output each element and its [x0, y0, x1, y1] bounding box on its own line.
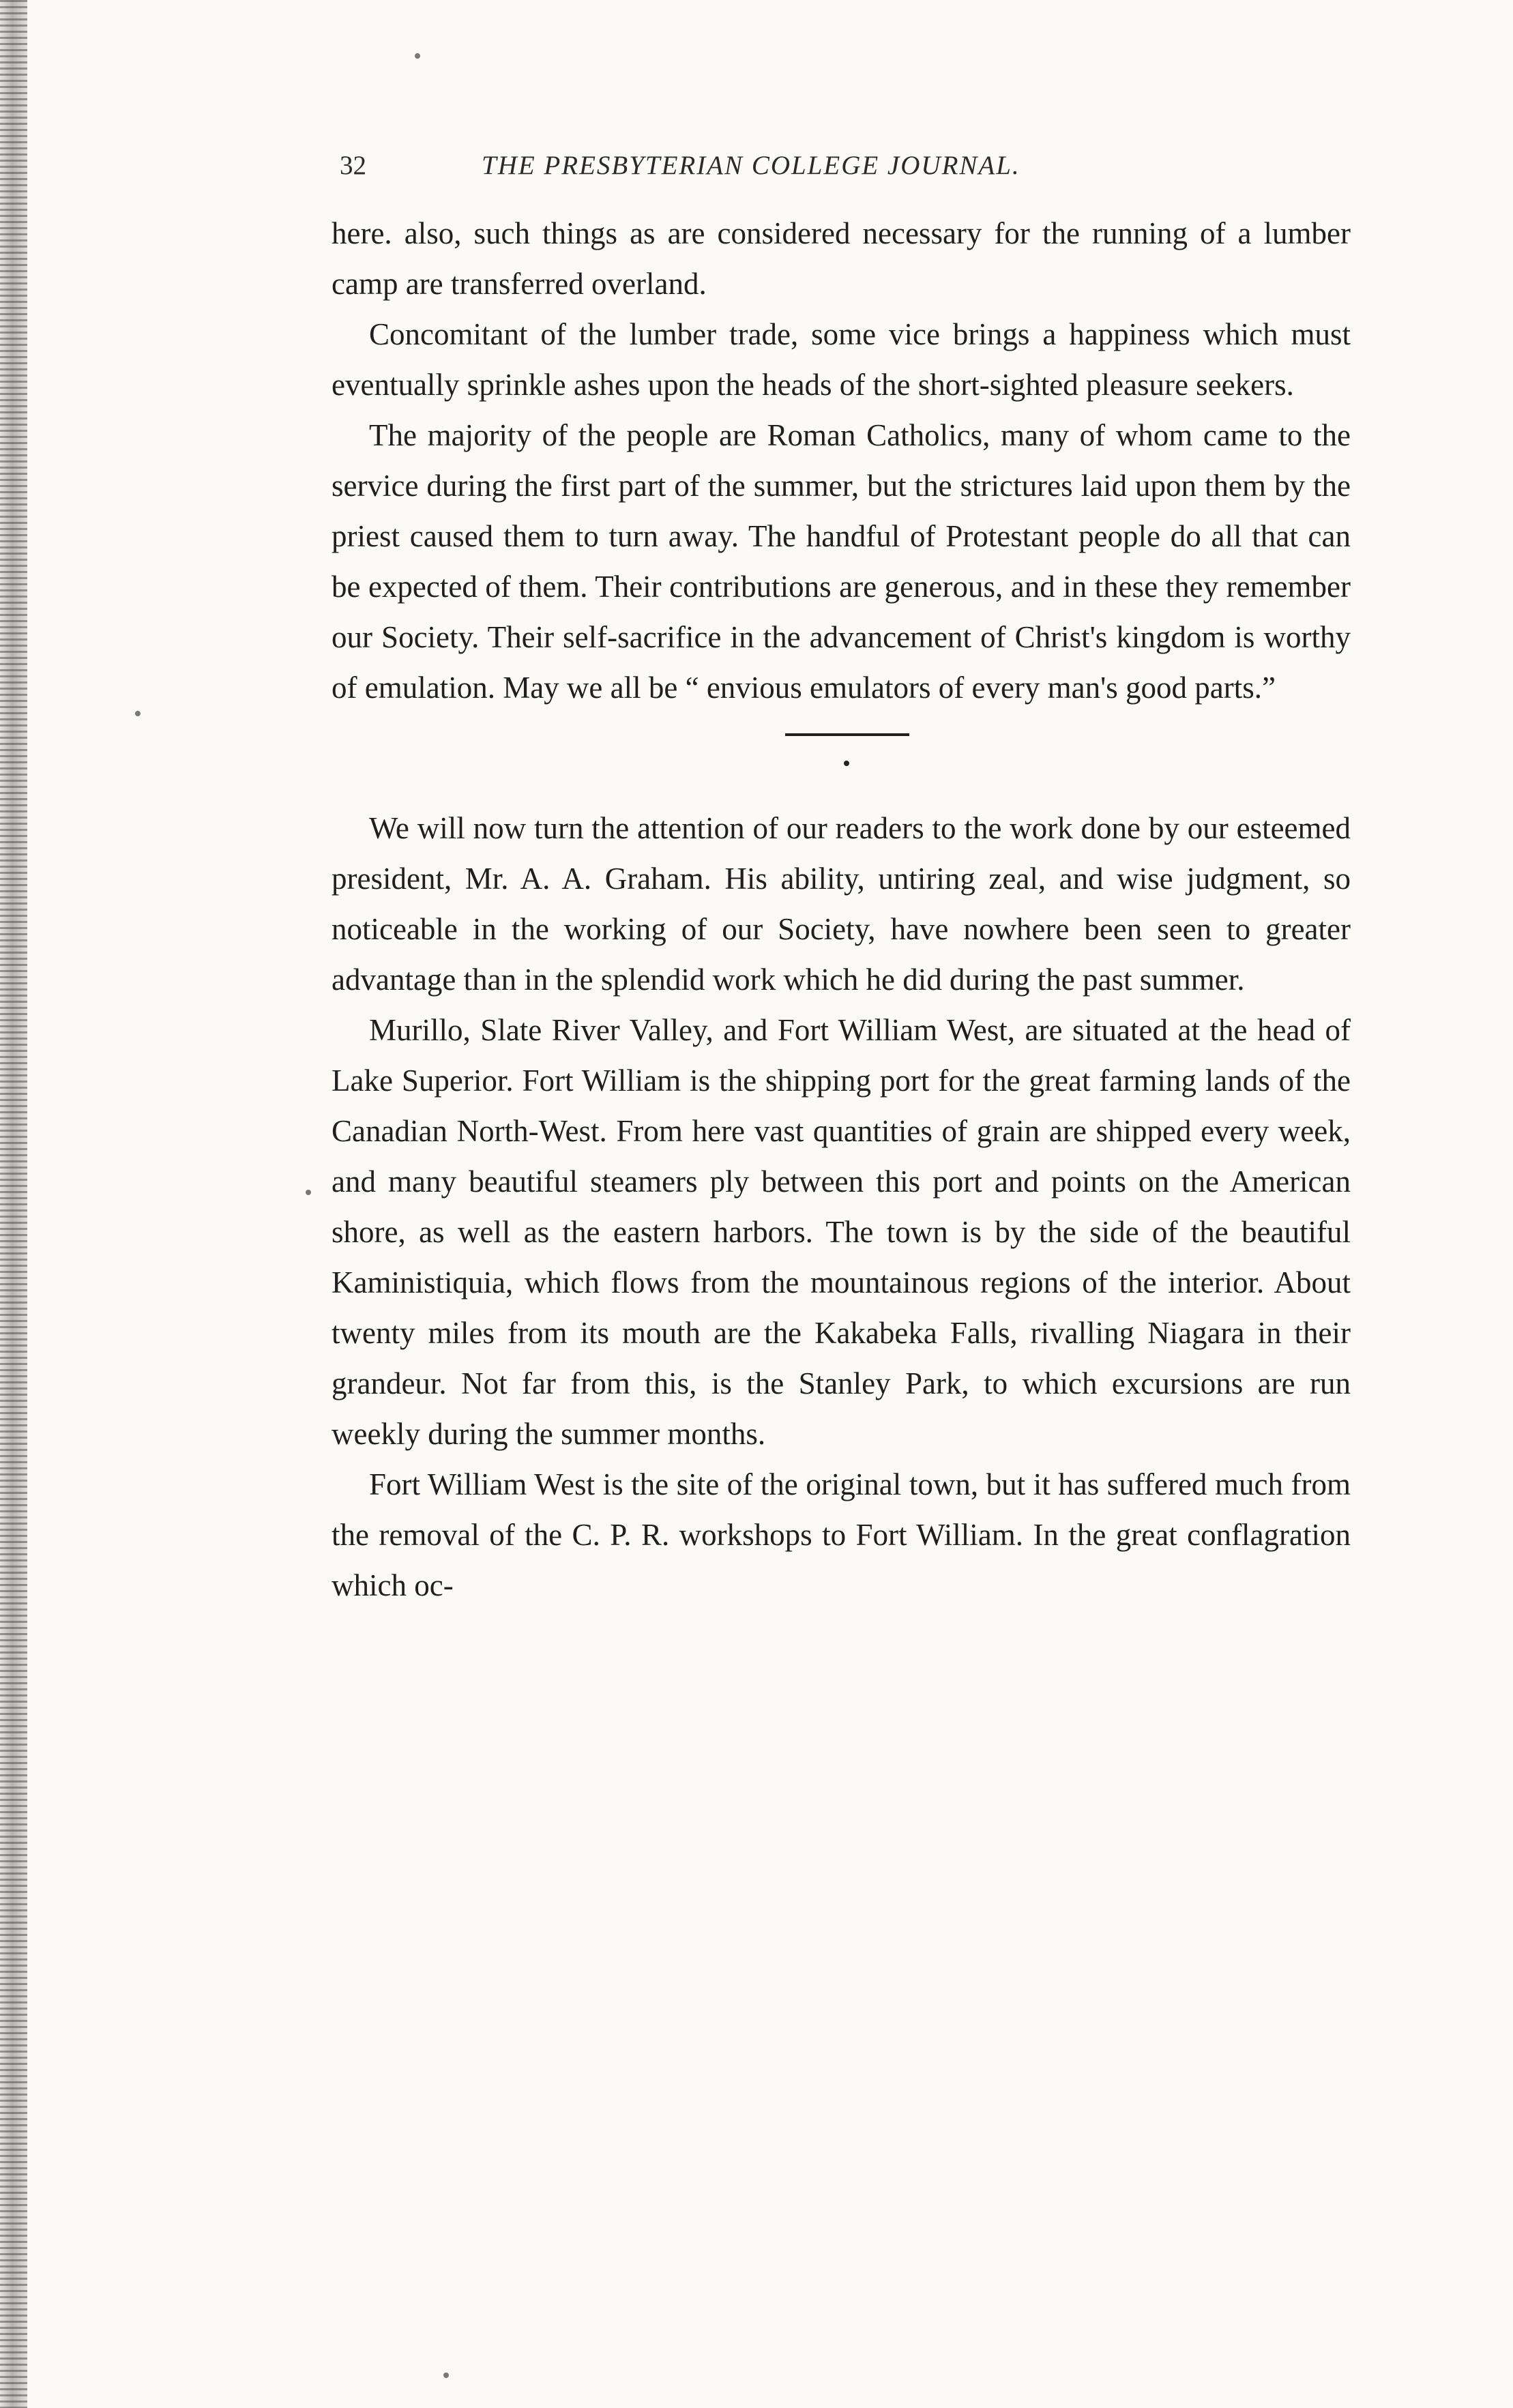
paragraph: Murillo, Slate River Valley, and Fort William West, are situated at the head of Lake Superior. Fort William is the shipping port for the great farming lands of the Canadian North-West. From here vast quantities of grain are shipped every week, and many beautiful steamers ply between this port and points on the American shore, as well as the eastern harbors. The town is by the side of the beautiful Kaministiquia, which flows from the mountainous regions of the interior. About twenty miles from its mouth are the Kakabeka Falls, rivalling Niagara in their grandeur. Not far from this, is the Stanley Park, to which excursions are run weekly during the summer months. — [332, 1013, 1351, 1451]
page-binding-edge — [0, 0, 27, 2408]
article-body — [332, 208, 1351, 1611]
divider-rule — [785, 733, 909, 736]
ink-speck — [415, 53, 420, 59]
paragraph: here. also, such things as are considered necessary for the running of a lumber camp are transferred overland. — [332, 216, 1351, 301]
paragraph: Fort William West is the site of the original town, but it has suffered much from the removal of the C. P. R. workshops to Fort William. In the great conflagration which oc- — [332, 1467, 1351, 1602]
running-title: THE PRESBYTERIAN COLLEGE JOURNAL. — [482, 151, 1020, 180]
ink-speck — [135, 711, 141, 716]
paragraph: We will now turn the attention of our readers to the work done by our esteemed president, Mr. A. A. Graham. His ability, untiring zeal, and wise judgment, so noticeable in the working of our Society, have nowhere been seen to greater advantage than in the splendid work which he did during the past summer. — [332, 811, 1351, 997]
paragraph: The majority of the people are Roman Catholics, many of whom came to the service during the first part of the summer, but the strictures laid upon them by the priest caused them to turn away. The handful of Protestant people do all that can be expected of them. Their contributions are generous, and in these they remember our Society. Their self-sacrifice in the advancement of Christ's kingdom is worthy of emulation. May we all be “ envious emulators of every man's good parts.” — [332, 418, 1351, 705]
page-number: 32 — [340, 151, 366, 180]
ink-speck — [306, 1190, 311, 1195]
divider-mark — [844, 761, 849, 766]
ink-speck — [443, 2373, 449, 2378]
page-header — [323, 146, 1353, 192]
section-divider — [332, 713, 1351, 803]
paragraph: Concomitant of the lumber trade, some vice brings a happiness which must eventually sprinkle ashes upon the heads of the short-sighted pleasure seekers. — [332, 317, 1351, 402]
